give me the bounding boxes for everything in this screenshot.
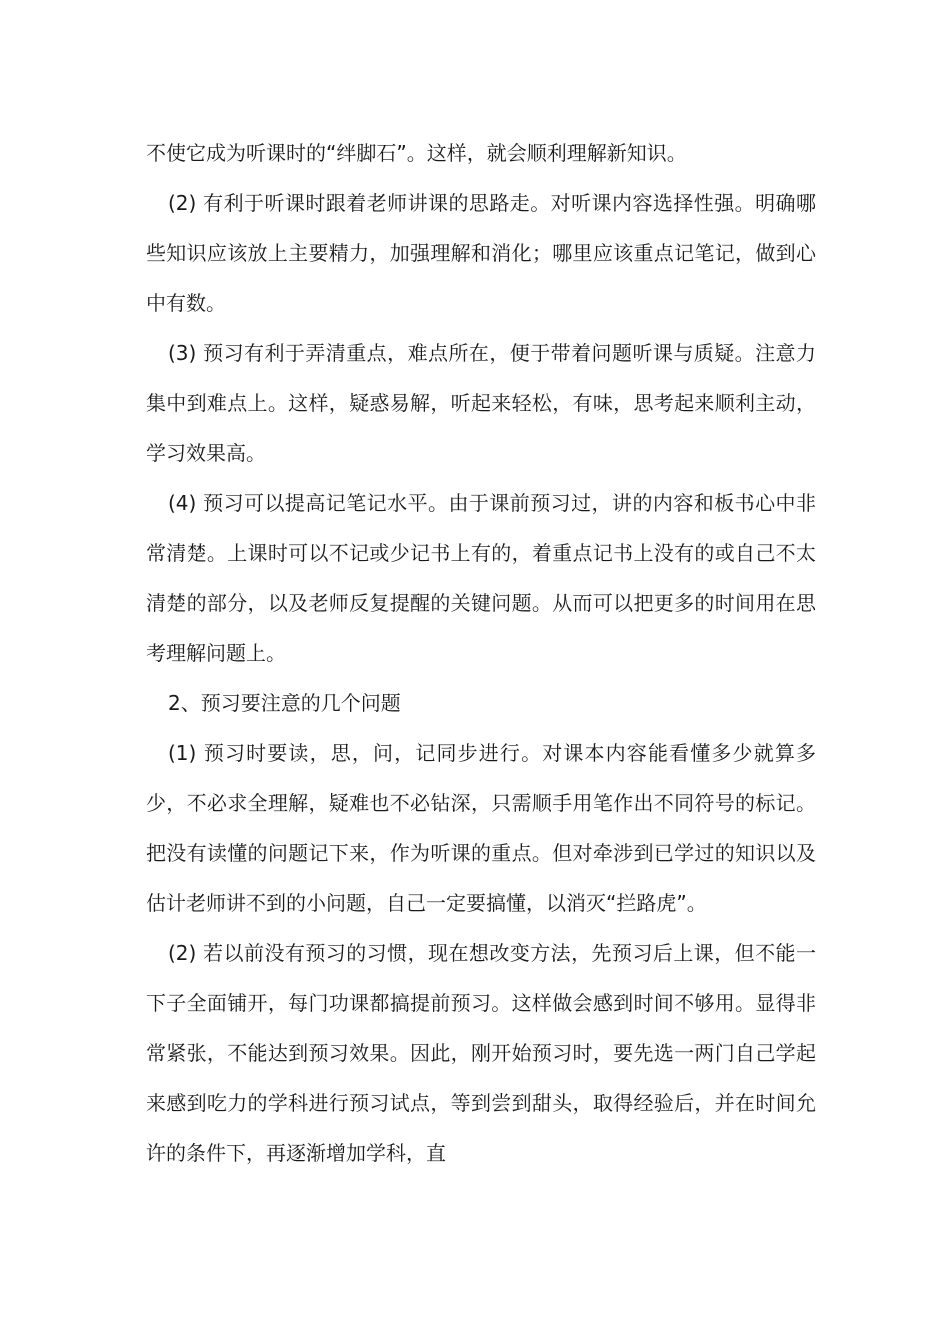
paragraph-point-2: (2) 有利于听课时跟着老师讲课的思路走。对听课内容选择性强。明确哪些知识应该放上主要精力，加强理解和消化；哪里应该重点记笔记，做到心中有数。	[146, 191, 816, 315]
document-body	[146, 128, 816, 1178]
paragraph-continuation: 不使它成为听课时的“绊脚石”。这样，就会顺利理解新知识。	[146, 141, 687, 165]
paragraph-section2-point-1: (1) 预习时要读，思，问，记同步进行。对课本内容能看懂多少就算多少，不必求全理解，疑难也不必钻深，只需顺手用笔作出不同符号的标记。把没有读懂的问题记下来，作为听课的重点。但对牵涉到已学过的知识以及估计老师讲不到的小问题，自己一定要搞懂，以消灭“拦路虎”。	[146, 741, 816, 915]
paragraph-point-4: (4) 预习可以提高记笔记水平。由于课前预习过，讲的内容和板书心中非常清楚。上课时可以不记或少记书上有的，着重点记书上没有的或自己不太清楚的部分，以及老师反复提醒的关键问题。从而可以把更多的时间用在思考理解问题上。	[146, 491, 816, 665]
paragraph-section2-point-2: (2) 若以前没有预习的习惯，现在想改变方法，先预习后上课，但不能一下子全面铺开，每门功课都搞提前预习。这样做会感到时间不够用。显得非常紧张，不能达到预习效果。因此，刚开始预习时，要先选一两门自己学起来感到吃力的学科进行预习试点，等到尝到甜头，取得经验后，并在时间允许的条件下，再逐渐增加学科，直	[146, 941, 816, 1165]
paragraph-point-3: (3) 预习有利于弄清重点，难点所在，便于带着问题听课与质疑。注意力集中到难点上。这样，疑惑易解，听起来轻松，有味，思考起来顺利主动，学习效果高。	[146, 341, 816, 465]
section-heading: 2、预习要注意的几个问题	[168, 691, 401, 715]
